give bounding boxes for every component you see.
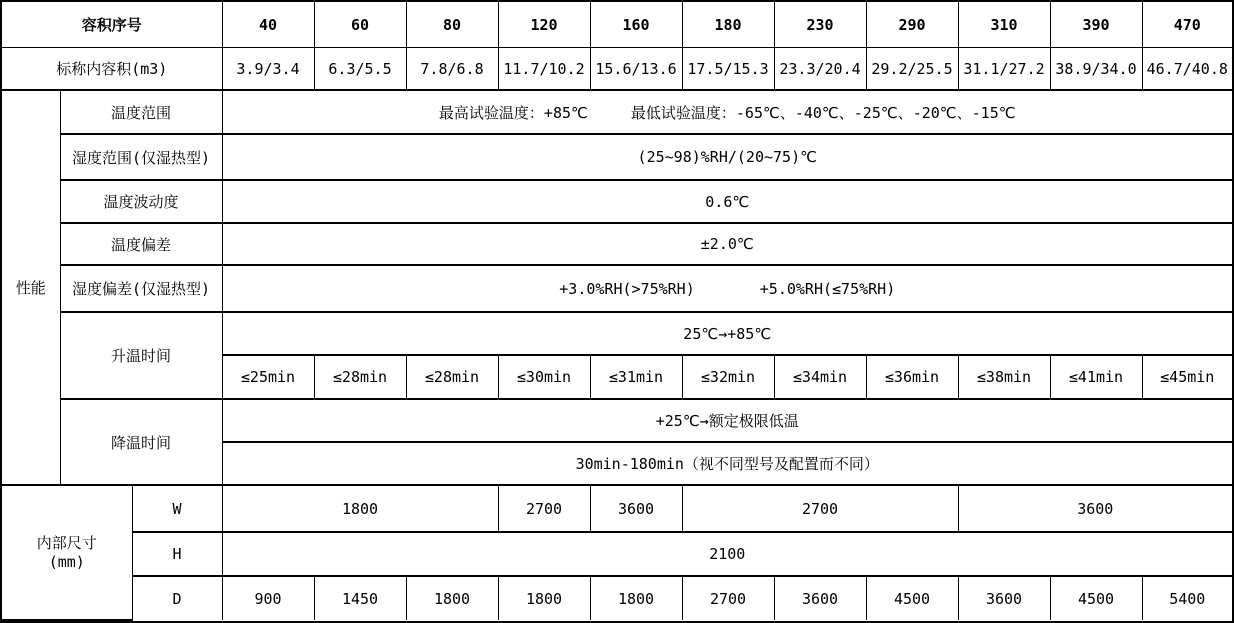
temperature-fluctuation-row: [2, 180, 1232, 223]
height-row: [2, 532, 1232, 576]
temperature-range-label: 温度范围: [60, 91, 222, 134]
heating-time-cell: ≤45min: [1142, 355, 1232, 399]
heating-time-condition: 25℃→+85℃: [222, 312, 1232, 355]
depth-label: D: [132, 576, 222, 620]
humidity-range-row: [2, 134, 1232, 180]
volume-id-cell: 60: [314, 2, 406, 48]
temperature-fluctuation-value: 0.6℃: [222, 180, 1232, 223]
heating-time-cell: ≤25min: [222, 355, 314, 399]
heating-time-cell: ≤34min: [774, 355, 866, 399]
capacity-cell: 7.8/6.8: [406, 48, 498, 91]
volume-id-cell: 390: [1050, 2, 1142, 48]
capacity-cell: 11.7/10.2: [498, 48, 590, 91]
capacity-cell: 23.3/20.4: [774, 48, 866, 91]
cooling-time-condition-row: [2, 399, 1232, 442]
volume-id-row: [2, 2, 1232, 48]
volume-id-cell: 120: [498, 2, 590, 48]
heating-time-cell: ≤38min: [958, 355, 1050, 399]
heating-time-cell: ≤32min: [682, 355, 774, 399]
capacity-cell: 38.9/34.0: [1050, 48, 1142, 91]
volume-id-cell: 160: [590, 2, 682, 48]
volume-header-table: [2, 2, 1232, 91]
humidity-deviation-low: +5.0%RH(≤75%RH): [759, 279, 896, 298]
width-cell: 2700: [682, 486, 958, 532]
depth-cell: 1800: [406, 576, 498, 620]
performance-table: [2, 91, 1232, 486]
height-cell: 2100: [222, 532, 1232, 576]
depth-cell: 2700: [682, 576, 774, 620]
cooling-time-condition: +25℃→额定极限低温: [222, 399, 1232, 442]
heating-time-cell: ≤31min: [590, 355, 682, 399]
humidity-deviation-high: +3.0%RH(>75%RH): [559, 279, 695, 298]
humidity-deviation-label: 湿度偏差(仅湿热型): [60, 265, 222, 312]
heating-time-cell: ≤41min: [1050, 355, 1142, 399]
depth-cell: 1800: [590, 576, 682, 620]
max-test-temperature: 最高试验温度：+85℃: [438, 103, 588, 122]
cooling-time-label: 降温时间: [60, 399, 222, 485]
humidity-range-label: 湿度范围(仅湿热型): [60, 134, 222, 180]
depth-cell: 1450: [314, 576, 406, 620]
depth-cell: 5400: [1169, 589, 1206, 608]
volume-id-cell: 40: [222, 2, 314, 48]
temperature-deviation-value: ±2.0℃: [222, 223, 1232, 265]
heating-time-label: 升温时间: [60, 312, 222, 399]
height-label: H: [132, 532, 222, 576]
dimensions-section-unit: (mm): [48, 552, 85, 571]
capacity-row: [2, 48, 1232, 91]
depth-cell: 4500: [1050, 576, 1142, 620]
temperature-fluctuation-label: 温度波动度: [60, 180, 222, 223]
volume-id-cell: 470: [1142, 2, 1232, 48]
heating-time-cell: ≤28min: [406, 355, 498, 399]
width-cell: 3600: [958, 486, 1232, 532]
temperature-deviation-row: [2, 223, 1232, 265]
depth-cell: 900: [222, 576, 314, 620]
capacity-cell: 46.7/40.8: [1142, 48, 1232, 91]
temperature-range-row: [2, 91, 1232, 134]
width-row: [2, 486, 1232, 532]
cooling-time-value: 30min-180min（视不同型号及配置而不同）: [222, 442, 1232, 485]
capacity-cell: 29.2/25.5: [866, 48, 958, 91]
temperature-deviation-label: 温度偏差: [60, 223, 222, 265]
volume-id-cell: 290: [866, 2, 958, 48]
depth-cell: 3600: [774, 576, 866, 620]
dimensions-section-title: 内部尺寸: [36, 533, 97, 552]
capacity-cell: 6.3/5.5: [314, 48, 406, 91]
depth-cell: 1800: [498, 576, 590, 620]
capacity-cell: 15.6/13.6: [590, 48, 682, 91]
volume-id-cell: 180: [682, 2, 774, 48]
depth-row: [2, 576, 1232, 620]
capacity-cell: 31.1/27.2: [958, 48, 1050, 91]
heating-time-condition-row: [2, 312, 1232, 355]
volume-id-cell: 80: [406, 2, 498, 48]
depth-cell: 3600: [958, 576, 1050, 620]
volume-id-cell: 230: [774, 2, 866, 48]
capacity-cell: 3.9/3.4: [222, 48, 314, 91]
capacity-label-cell: 标称内容积(m3): [2, 48, 222, 91]
depth-cell: 4500: [866, 576, 958, 620]
width-cell: 2700: [498, 486, 590, 532]
humidity-deviation-value: [222, 265, 1232, 312]
width-cell: 1800: [222, 486, 498, 532]
performance-section-label: 性能: [2, 91, 60, 485]
humidity-range-value: (25~98)%RH/(20~75)℃: [222, 134, 1232, 180]
width-label: W: [132, 486, 222, 532]
width-cell: 3600: [590, 486, 682, 532]
volume-id-cell: 310: [958, 2, 1050, 48]
temperature-range-value: [222, 91, 1232, 134]
dimensions-section-label: [2, 486, 132, 620]
dimensions-table: [2, 486, 1232, 621]
humidity-deviation-row: [2, 265, 1232, 312]
capacity-cell: 17.5/15.3: [682, 48, 774, 91]
heating-time-cell: ≤30min: [498, 355, 590, 399]
min-test-temperature: 最低试验温度：-65℃、-40℃、-25℃、-20℃、-15℃: [630, 103, 1016, 122]
heating-time-cell: ≤28min: [314, 355, 406, 399]
heating-time-cell: ≤36min: [866, 355, 958, 399]
volume-label-cell: 容积序号: [2, 2, 222, 48]
